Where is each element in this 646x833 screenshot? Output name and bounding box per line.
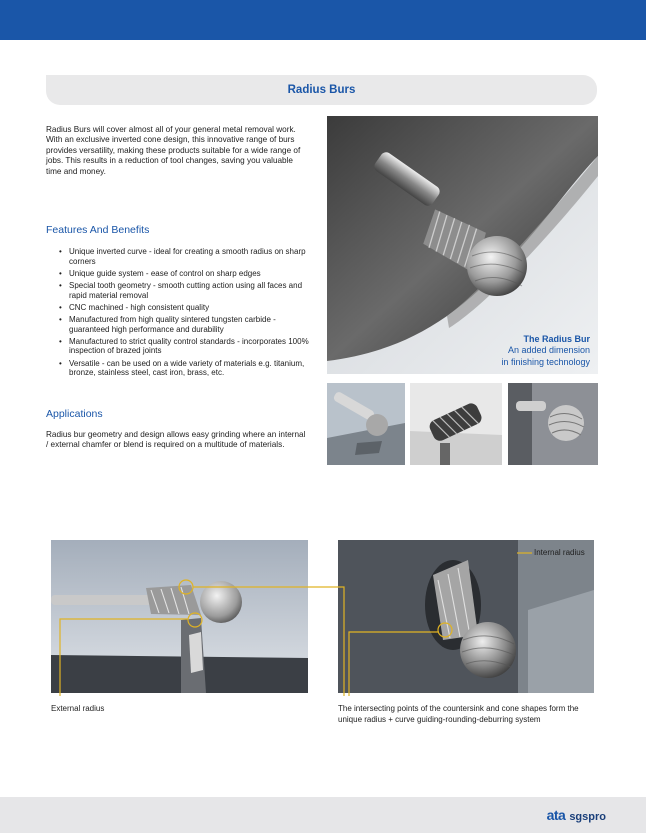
footer-bar [0,797,646,833]
feature-item: • Manufactured to strict quality control standards - incorporates 100% inspection of brazed joints [59,337,313,356]
feature-item: • Special tooth geometry - smooth cutting action using all faces and rapid material removal [59,281,313,300]
radius-bur-photo [327,116,598,374]
logo-ata: ata [546,807,566,823]
applications-paragraph: Radius bur geometry and design allows easy grinding where an internal / external chamfer or blend is required on a multitude of materials. [46,430,306,450]
internal-radius-label: Internal radius [534,548,585,557]
intro-paragraph: Radius Burs will cover almost all of your general metal removal work. With an exclusive inverted cone design, this innovative range of burs provides versatility, making these products suitable for a wide range of jobs. This results in a reduction of tool changes, saving you valuable time and money. [46,125,301,176]
caption-title: The Radius Bur [523,333,590,344]
feature-item: • Unique inverted curve - ideal for creating a smooth radius on sharp corners [59,247,313,266]
intersection-description: The intersecting points of the countersink and cone shapes form the unique radius + curve guiding-rounding-deburring system [338,704,579,724]
applications-heading: Applications [46,408,103,420]
thumbnail-photo [508,383,598,465]
feature-item: • Unique guide system - ease of control on sharp edges [59,269,313,279]
feature-item: • CNC machined - high consistent quality [59,303,313,313]
feature-item: • Manufactured from high quality sintered tungsten carbide - guaranteed high performance and durability [59,315,313,334]
brand-logo [547,807,606,823]
features-heading: Features And Benefits [46,224,150,236]
logo-sgspro: sgspro [569,811,606,823]
internal-radius-photo [338,540,594,693]
feature-item: • Versatile - can be used on a wide variety of materials e.g. titanium, bronze, stainless steel, cast iron, brass, etc. [59,359,313,378]
photo-caption [501,334,590,369]
thumbnail-photo [327,383,405,465]
caption-line: in finishing technology [501,356,590,367]
thumbnail-photo [410,383,502,465]
caption-line: An added dimension [507,345,590,355]
title-band [46,75,597,105]
external-radius-label: External radius [51,704,105,713]
features-list [59,247,313,380]
top-brand-bar [0,0,646,40]
page-title: Radius Burs [287,84,356,96]
external-radius-photo [51,540,308,693]
